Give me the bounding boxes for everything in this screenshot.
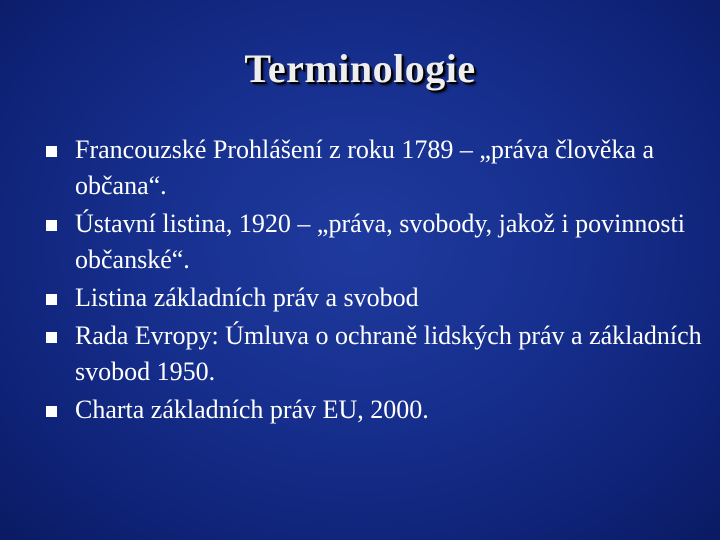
square-bullet-icon	[46, 294, 57, 305]
square-bullet-icon	[46, 406, 57, 417]
bullet-text: Charta základních práv EU, 2000.	[75, 395, 429, 424]
bullet-item	[46, 318, 706, 390]
bullet-item	[46, 132, 706, 204]
bullet-list	[46, 132, 706, 430]
bullet-text: Francouzské Prohlášení z roku 1789 – „práva člověka a občana“.	[75, 135, 655, 200]
square-bullet-icon	[46, 146, 57, 157]
square-bullet-icon	[46, 220, 57, 231]
bullet-text: Ústavní listina, 1920 – „práva, svobody, jakož i povinnosti občanské“.	[75, 209, 685, 274]
bullet-text: Listina základních práv a svobod	[75, 283, 419, 312]
slide-title: Terminologie	[244, 46, 476, 91]
square-bullet-icon	[46, 332, 57, 343]
bullet-item	[46, 206, 706, 278]
bullet-text: Rada Evropy: Úmluva o ochraně lidských práv a základních svobod 1950.	[75, 321, 702, 386]
bullet-item	[46, 392, 706, 428]
bullet-item	[46, 280, 706, 316]
